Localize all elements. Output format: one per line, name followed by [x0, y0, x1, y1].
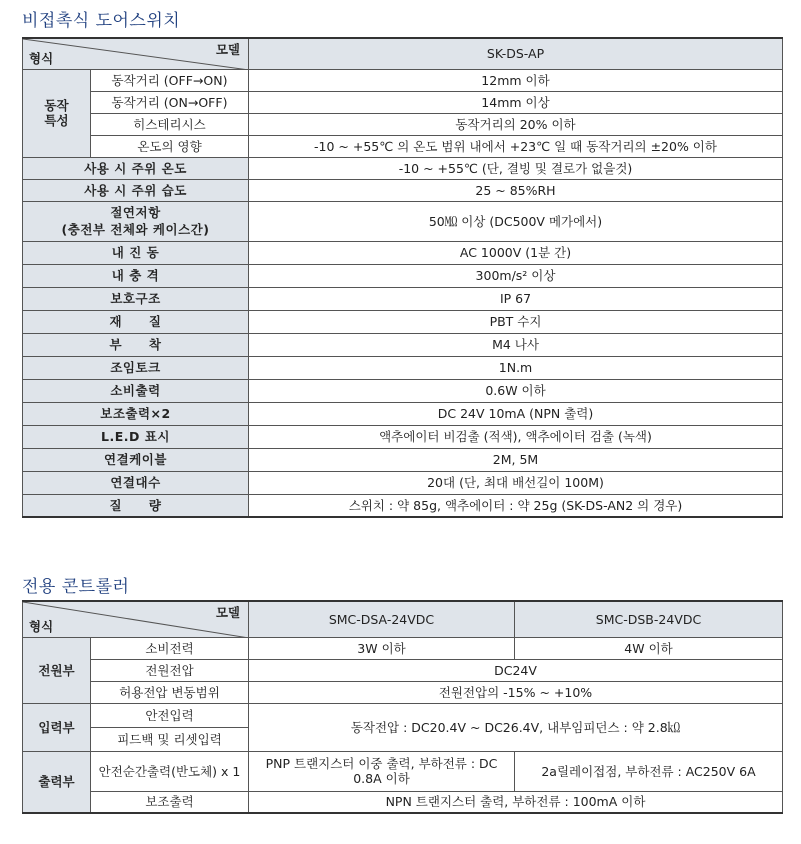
row-label: 안전순간출력(반도체) x 1 — [91, 751, 249, 791]
header-corner-cell — [23, 38, 249, 69]
group-input: 입력부 — [23, 703, 91, 751]
row-label: 사용 시 주위 습도 — [23, 179, 249, 201]
row-value: 2M, 5M — [249, 448, 783, 471]
row-value: M4 나사 — [249, 333, 783, 356]
group-operating-characteristics: 동작 특성 — [23, 69, 91, 157]
row-value-a: PNP 트랜지스터 이중 출력, 부하전류 : DC 0.8A 이하 — [249, 751, 515, 791]
row-value: -10 ~ +55℃ (단, 결빙 및 결로가 없을것) — [249, 157, 783, 179]
section2-title: 전용 콘트롤러 — [22, 577, 130, 597]
group-power: 전원부 — [23, 637, 91, 703]
spec-table-controller — [22, 600, 783, 814]
group-output: 출력부 — [23, 751, 91, 813]
header-form-label: 형식 — [29, 618, 54, 634]
row-value: 동작전압 : DC20.4V ~ DC26.4V, 내부임피던스 : 약 2.8㏀ — [249, 703, 783, 751]
row-value: 25 ~ 85%RH — [249, 179, 783, 201]
row-label: 질 량 — [23, 494, 249, 517]
row-label: 재 질 — [23, 310, 249, 333]
model-a-header: SMC-DSA-24VDC — [249, 601, 515, 637]
row-value: 50㏁ 이상 (DC500V 메가에서) — [249, 201, 783, 241]
row-value: 12mm 이하 — [249, 69, 783, 91]
row-label: 피드백 및 리셋입력 — [91, 727, 249, 751]
row-label: 조임토크 — [23, 356, 249, 379]
row-value: AC 1000V (1분 간) — [249, 241, 783, 264]
row-label: 내 진 동 — [23, 241, 249, 264]
section1-title: 비접촉식 도어스위치 — [22, 11, 181, 31]
row-label: 소비전력 — [91, 637, 249, 659]
row-label: 보호구조 — [23, 287, 249, 310]
row-value: 스위치 : 약 85g, 액추에이터 : 약 25g (SK-DS-AN2 의 경우) — [249, 494, 783, 517]
row-label: 안전입력 — [91, 703, 249, 727]
row-label: 절연저항 (충전부 전체와 케이스간) — [23, 201, 249, 241]
row-value-b: 2a릴레이접점, 부하전류 : AC250V 6A — [515, 751, 783, 791]
header-form-label: 형식 — [29, 50, 54, 66]
row-value: 액추에이터 비검출 (적색), 액추에이터 검출 (녹색) — [249, 425, 783, 448]
row-value: 동작거리의 20% 이하 — [249, 113, 783, 135]
row-value: IP 67 — [249, 287, 783, 310]
row-label: 히스테리시스 — [91, 113, 249, 135]
row-value: 20대 (단, 최대 배선길이 100M) — [249, 471, 783, 494]
row-value: 0.6W 이하 — [249, 379, 783, 402]
row-value-b: 4W 이하 — [515, 637, 783, 659]
row-label: 동작거리 (ON→OFF) — [91, 91, 249, 113]
row-label: 허용전압 변동범위 — [91, 681, 249, 703]
header-model-label: 모델 — [215, 42, 240, 57]
row-value: DC 24V 10mA (NPN 출력) — [249, 402, 783, 425]
row-label: 연결대수 — [23, 471, 249, 494]
row-value: PBT 수지 — [249, 310, 783, 333]
header-model-label: 모델 — [215, 605, 240, 620]
row-value-a: 3W 이하 — [249, 637, 515, 659]
row-label: 전원전압 — [91, 659, 249, 681]
row-label: 내 충 격 — [23, 264, 249, 287]
diagonal-line — [23, 602, 249, 637]
row-value: 300m/s² 이상 — [249, 264, 783, 287]
row-label: 보조출력 — [91, 791, 249, 813]
spec-table-switch — [22, 37, 783, 518]
row-value: NPN 트랜지스터 출력, 부하전류 : 100mA 이하 — [249, 791, 783, 813]
row-label: L.E.D 표시 — [23, 425, 249, 448]
row-value: 14mm 이상 — [249, 91, 783, 113]
row-value: -10 ~ +55℃ 의 온도 범위 내에서 +23℃ 일 때 동작거리의 ±20% 이하 — [249, 135, 783, 157]
row-label: 연결케이블 — [23, 448, 249, 471]
row-value: DC24V — [249, 659, 783, 681]
row-label: 부 착 — [23, 333, 249, 356]
row-label: 소비출력 — [23, 379, 249, 402]
row-value: 전원전압의 -15% ~ +10% — [249, 681, 783, 703]
diagonal-line — [23, 39, 249, 69]
row-value: 1N.m — [249, 356, 783, 379]
header-corner-cell — [23, 601, 249, 637]
row-label: 사용 시 주위 온도 — [23, 157, 249, 179]
row-label: 온도의 영향 — [91, 135, 249, 157]
model-b-header: SMC-DSB-24VDC — [515, 601, 783, 637]
model-value: SK-DS-AP — [249, 38, 783, 69]
row-label: 동작거리 (OFF→ON) — [91, 69, 249, 91]
row-label: 보조출력×2 — [23, 402, 249, 425]
